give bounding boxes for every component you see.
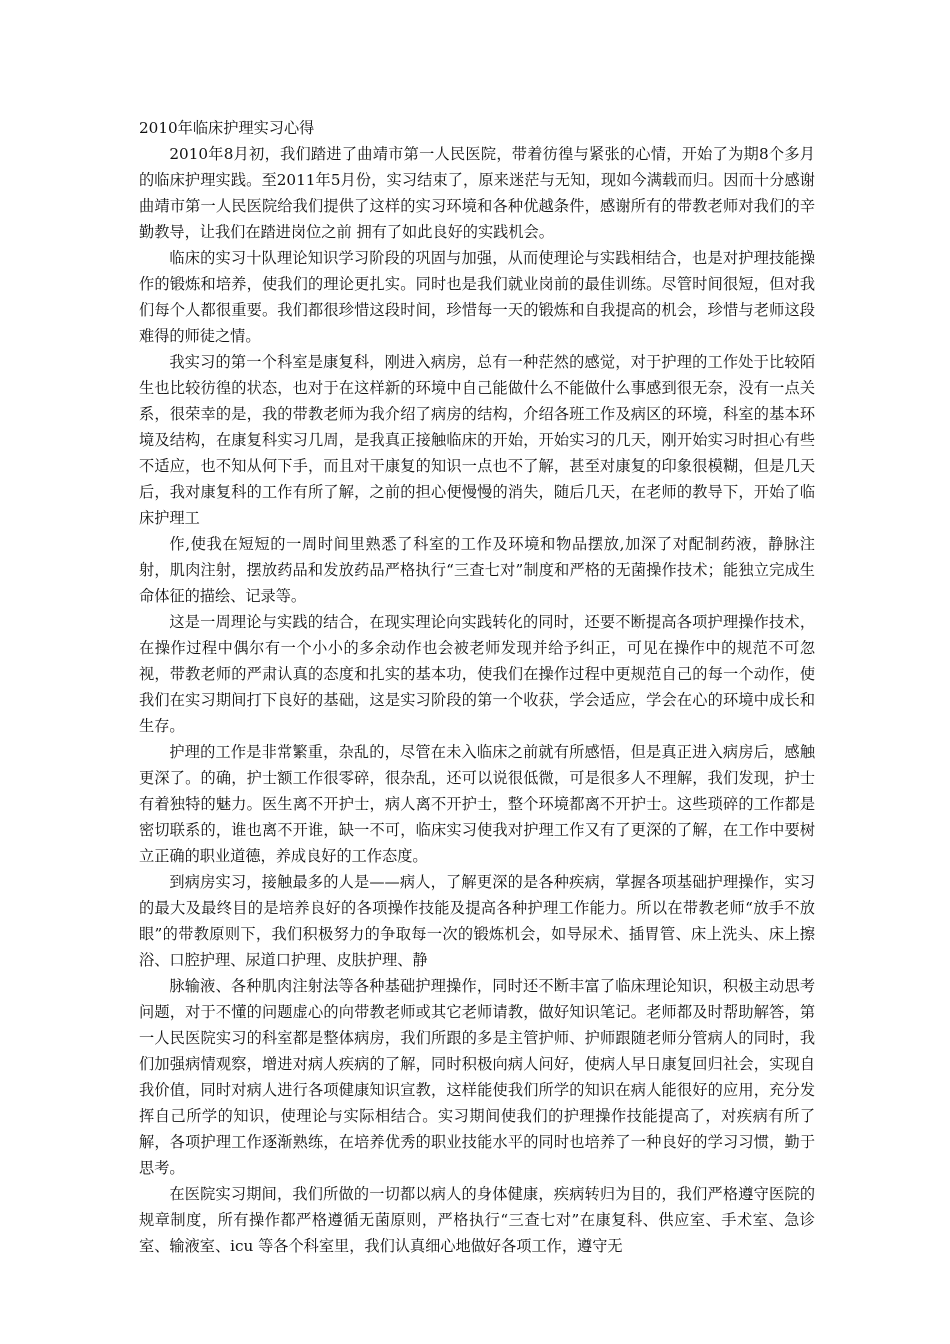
paragraph-3: 我实习的第一个科室是康复科，刚进入病房，总有一种茫然的感觉，对于护理的工作处于比较陌生也比较彷徨的状态，也对于在这样新的环境中自己能做什么不能做什么事感到很无奈，没有一点关系，很荣幸的是，我的带教老师为我介绍了病房的结构，介绍各班工作及病区的环境，科室的基本环境及结构，在康复科实习几周，是我真正接触临床的开始，开始实习的几天，刚开始实习时担心有些不适应，也不知从何下手，而且对干康复的知识一点也不了解，甚至对康复的印象很模糊，但是几天后，我对康复科的工作有所了解，之前的担心便慢慢的消失，随后几天，在老师的教导下，开始了临床护理工: [139, 353, 815, 527]
paragraph-1: 2010年8月初，我们踏进了曲靖市第一人民医院，带着彷徨与紧张的心情，开始了为期8个多月的临床护理实践。至2011年5月份，实习结束了，原来迷茫与无知，现如今满载而归。因而十分感谢曲靖市第一人民医院给我们提供了这样的实习环境和各种优越条件，感谢所有的带教老师对我们的辛勤教导，让我们在踏进岗位之前 拥有了如此良好的实践机会。: [139, 145, 815, 241]
paragraph-8: 脉输液、各种肌肉注射法等各种基础护理操作，同时还不断丰富了临床理论知识，积极主动思考问题，对于不懂的问题虚心的向带教老师或其它老师请教，做好知识笔记。老师都及时帮助解答，第一人民医院实习的科室都是整体病房，我们所跟的多是主管护师、护师跟随老师分管病人的同时，我们加强病情观察，增进对病人疾病的了解，同时积极向病人问好，使病人早日康复回归社会，实现自我价值，同时对病人进行各项健康知识宣教，这样能使我们所学的知识在病人能很好的应用，充分发挥自己所学的知识，使理论与实际相结合。实习期间使我们的护理操作技能提高了，对疾病有所了解，各项护理工作逐渐熟练，在培养优秀的职业技能水平的同时也培养了一种良好的学习习惯，勤于思考。: [139, 977, 815, 1177]
document-title: 2010年临床护理实习心得: [139, 119, 315, 137]
document-body: [139, 115, 815, 1259]
paragraph-4: 作,使我在短短的一周时间里熟悉了科室的工作及环境和物品摆放,加深了对配制药液，静脉注射，肌肉注射，摆放药品和发放药品严格执行“三查七对”制度和严格的无菌操作技术；能独立完成生命体征的描绘、记录等。: [139, 535, 815, 605]
paragraph-9: 在医院实习期间，我们所做的一切都以病人的身体健康，疾病转归为目的，我们严格遵守医院的规章制度，所有操作都严格遵循无菌原则，严格执行“三查七对”在康复科、供应室、手术室、急诊室、输液室、icu 等各个科室里，我们认真细心地做好各项工作，遵守无: [139, 1185, 815, 1255]
paragraph-7: 到病房实习，接触最多的人是——病人，了解更深的是各种疾病，掌握各项基础护理操作，实习的最大及最终目的是培养良好的各项操作技能及提高各种护理工作能力。所以在带教老师“放手不放眼”的带教原则下，我们积极努力的争取每一次的锻炼机会，如导尿术、插胃管、床上洗头、床上擦浴、口腔护理、尿道口护理、皮肤护理、静: [139, 873, 815, 969]
paragraph-5: 这是一周理论与实践的结合，在现实理论向实践转化的同时，还要不断提高各项护理操作技术，在操作过程中偶尔有一个小小的多余动作也会被老师发现并给予纠正，可见在操作中的规范不可忽视，带教老师的严肃认真的态度和扎实的基本功，使我们在操作过程中更规范自己的每一个动作，使我们在实习期间打下良好的基础，这是实习阶段的第一个收获，学会适应，学会在心的环境中成长和生存。: [139, 613, 815, 735]
paragraph-6: 护理的工作是非常繁重，杂乱的，尽管在未入临床之前就有所感悟，但是真正进入病房后，感触更深了。的确，护士额工作很零碎，很杂乱，还可以说很低微，可是很多人不理解，我们发现，护士有着独特的魅力。医生离不开护士，病人离不开护士，整个环境都离不开护士。这些琐碎的工作都是密切联系的，谁也离不开谁，缺一不可，临床实习使我对护理工作又有了更深的了解，在工作中要树立正确的职业道德，养成良好的工作态度。: [139, 743, 815, 865]
paragraph-2: 临床的实习十队理论知识学习阶段的巩固与加强，从而使理论与实践相结合，也是对护理技能操作的锻炼和培养，使我们的理论更扎实。同时也是我们就业岗前的最佳训练。尽管时间很短，但对我们每个人都很重要。我们都很珍惜这段时间，珍惜每一天的锻炼和自我提高的机会，珍惜与老师这段难得的师徒之情。: [139, 249, 815, 345]
